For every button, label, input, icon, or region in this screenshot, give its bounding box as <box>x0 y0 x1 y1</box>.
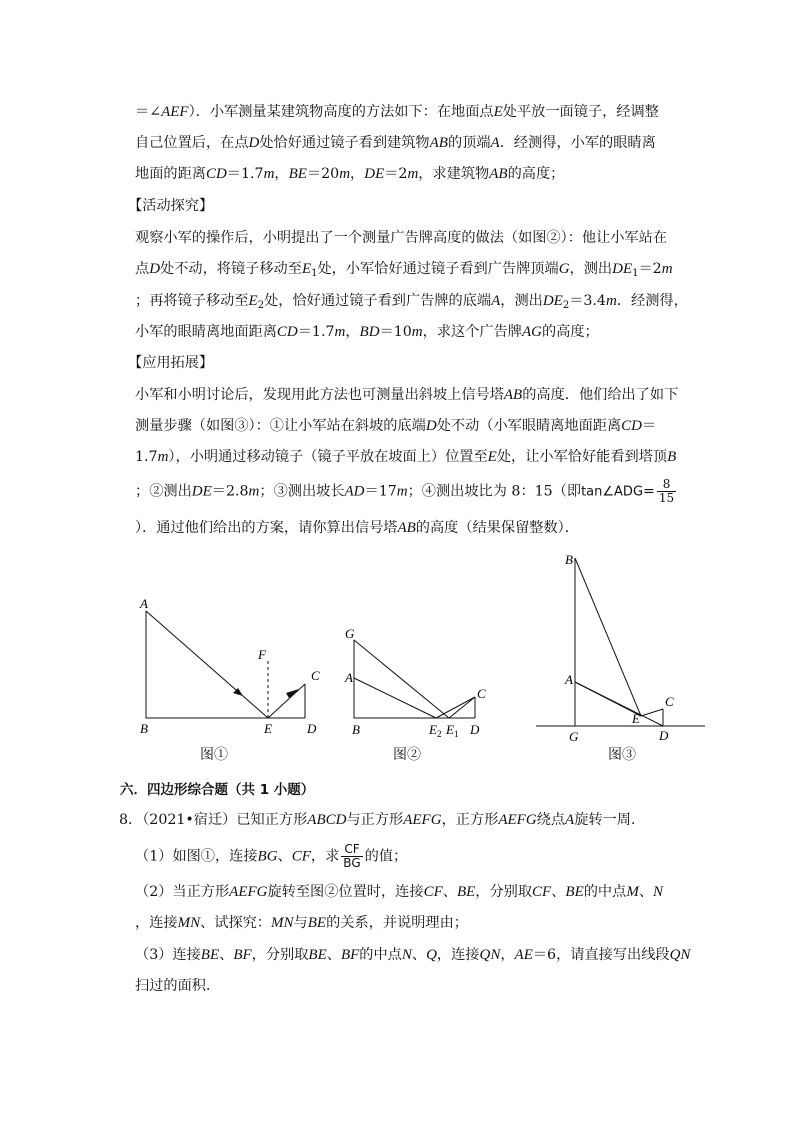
fig2-label-B: B <box>352 722 360 737</box>
q8-sub3-line1: （3）连接BE、BF，分别取BE、BF的中点N、Q，连接QN，AE＝6，请直接写出线段QN <box>135 947 691 963</box>
p2-line4: 小军的眼睛离地面距离CD＝1.7m，BD＝10m，求这个广告牌AG的高度； <box>135 324 599 340</box>
p3-line5: ）．通过他们给出的方案，请你算出信号塔AB的高度（结果保留整数）． <box>135 520 579 536</box>
p3-line2: 测量步骤（如图③）：①让小军站在斜坡的底端D处不动（小军眼睛离地面距离CD＝ <box>135 418 657 434</box>
fig3-label-G: G <box>569 729 579 744</box>
fraction-8-15: $\frac{8}{15}$ <box>658 477 675 505</box>
q8-sub1: （1）如图①，连接BG、CF，求 $\frac{CF}{BG}$ 的值； <box>135 842 408 870</box>
q8-sub2-line2: ，连接MN、试探究：MN与BE的关系，并说明理由； <box>135 915 468 931</box>
figure-1 <box>130 592 330 752</box>
fig1-label-F: F <box>258 647 266 662</box>
fig2-label-D: D <box>470 722 480 737</box>
fig1-label-C: C <box>311 668 320 683</box>
fig1-label-A: A <box>140 596 148 611</box>
fig3-label-B: B <box>565 552 573 567</box>
p1-line1: ＝∠AEF）．小军测量某建筑物高度的方法如下：在地面点E处平放一面镜子，经调整 <box>135 104 659 120</box>
section-title-extension: 【应用拓展】 <box>128 355 214 371</box>
section-title-activity: 【活动探究】 <box>128 198 214 214</box>
p1-line2: 自己位置后，在点D处恰好通过镜子看到建筑物AB的顶端A．经测得，小军的眼睛离 <box>135 135 656 151</box>
p3-line3: 1.7m），小明通过移动镜子（镜子平放在坡面上）位置至E处，让小军恰好能看到塔顶B <box>135 449 677 465</box>
p2-line1: 观察小军的操作后，小明提出了一个测量广告牌高度的做法（如图②）：他让小军站在 <box>135 230 668 246</box>
figure-2 <box>340 622 490 752</box>
fig1-label-B: B <box>140 721 148 736</box>
p1-line3: 地面的距离CD＝1.7m，BE＝20m，DE＝2m，求建筑物AB的高度； <box>135 166 565 182</box>
fig2-label-G: G <box>345 626 355 641</box>
q8-sub2-line1: （2）当正方形AEFG旋转至图②位置时，连接CF、BE，分别取CF、BE的中点M、N <box>135 884 664 900</box>
p2-line3: ；再将镜子移动至$E_2$处，恰好通过镜子看到广告牌的底端A，测出$DE_2=3.4m$．经测得， <box>135 293 688 311</box>
q8-sub3-line2: 扫过的面积． <box>135 978 221 994</box>
fig2-label-E2: $E_2$ <box>429 722 442 739</box>
p2-line2: 点D处不动，将镜子移动至$E_1$处，小军恰好通过镜子看到广告牌顶端G，测出$DE_1=2m$ <box>135 261 673 279</box>
q8-line1: 8．（2021•宿迁）已知正方形ABCD与正方形AEFG，正方形AEFG绕点A旋转一周． <box>119 812 646 828</box>
p3-line4: ；②测出DE＝2.8m；③测出坡长AD＝17m；④测出坡比为 8：15（即tan∠ADG= $\frac{8}{15}$ <box>135 477 675 505</box>
section-6-title: 六．四边形综合题（共 1 小题） <box>120 782 315 798</box>
fig3-label-E: E <box>632 711 640 726</box>
fig1-label-E: E <box>264 721 272 736</box>
fig2-label-E1: $E_1$ <box>446 722 459 739</box>
fig3-caption: 图③ <box>608 747 636 763</box>
fraction-cf-bg: $\frac{CF}{BG}$ <box>343 842 361 870</box>
fig2-caption: 图② <box>393 747 421 763</box>
fig1-caption: 图① <box>200 747 228 763</box>
fig2-label-A: A <box>345 670 353 685</box>
fig3-label-A: A <box>565 672 573 687</box>
fig3-label-C: C <box>665 694 674 709</box>
fig1-label-D: D <box>307 721 317 736</box>
p3-line1: 小军和小明讨论后，发现用此方法也可测量出斜坡上信号塔AB的高度．他们给出了如下 <box>135 387 679 403</box>
fig3-label-D: D <box>659 728 669 743</box>
fig2-label-C: C <box>477 686 486 701</box>
figure-3 <box>530 548 710 758</box>
